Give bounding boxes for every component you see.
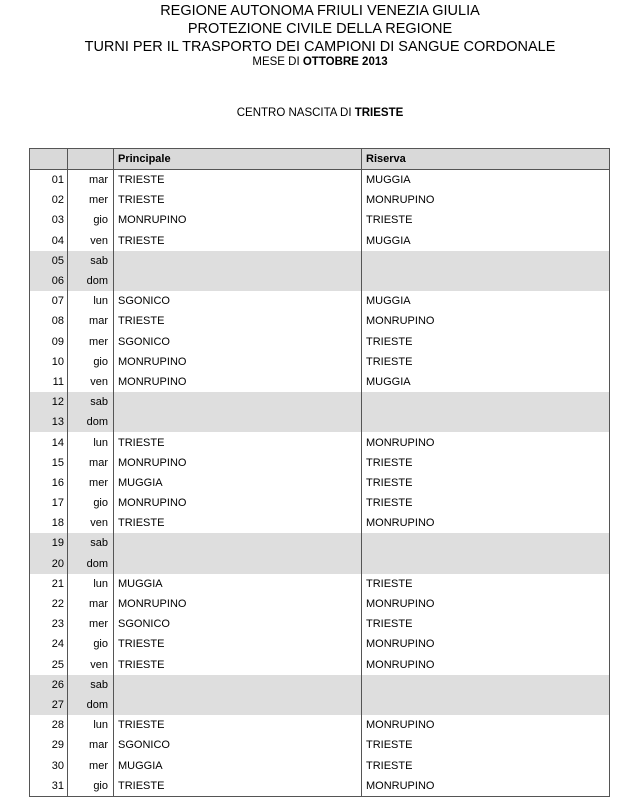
riserva-cell: TRIESTE	[362, 210, 610, 230]
table-row	[30, 735, 610, 755]
principale-cell	[114, 554, 362, 574]
month-prefix: MESE DI	[252, 56, 303, 68]
riserva-cell: MONRUPINO	[362, 311, 610, 331]
table-row	[30, 695, 610, 715]
header-weekday	[68, 149, 114, 170]
riserva-cell: TRIESTE	[362, 574, 610, 594]
weekday-cell: lun	[68, 291, 114, 311]
weekday-cell: lun	[68, 715, 114, 735]
weekday-cell: ven	[68, 655, 114, 675]
principale-cell: TRIESTE	[114, 634, 362, 654]
principale-cell	[114, 271, 362, 291]
day-number-cell: 30	[30, 755, 68, 775]
day-number-cell: 23	[30, 614, 68, 634]
month-value: OTTOBRE 2013	[302, 56, 388, 68]
riserva-cell: TRIESTE	[362, 614, 610, 634]
table-row	[30, 352, 610, 372]
table-row	[30, 533, 610, 553]
weekday-cell: ven	[68, 231, 114, 251]
riserva-cell: TRIESTE	[362, 332, 610, 352]
day-number-cell: 11	[30, 372, 68, 392]
turni-table	[29, 148, 610, 797]
table-row	[30, 554, 610, 574]
table-row	[30, 291, 610, 311]
principale-cell	[114, 675, 362, 695]
riserva-cell: MONRUPINO	[362, 776, 610, 797]
riserva-cell	[362, 392, 610, 412]
day-number-cell: 17	[30, 493, 68, 513]
table-row	[30, 634, 610, 654]
table-header-row	[30, 149, 610, 170]
riserva-cell: MONRUPINO	[362, 634, 610, 654]
header-title: TURNI PER IL TRASPORTO DEI CAMPIONI DI SANGUE CORDONALE	[84, 39, 556, 55]
day-number-cell: 19	[30, 533, 68, 553]
turni-table-body	[30, 170, 610, 797]
riserva-cell: MUGGIA	[362, 170, 610, 191]
weekday-cell: gio	[68, 493, 114, 513]
day-number-cell: 27	[30, 695, 68, 715]
principale-cell: MUGGIA	[114, 574, 362, 594]
day-number-cell: 21	[30, 574, 68, 594]
principale-cell: MONRUPINO	[114, 372, 362, 392]
day-number-cell: 16	[30, 473, 68, 493]
table-row	[30, 513, 610, 533]
weekday-cell: dom	[68, 271, 114, 291]
principale-cell	[114, 392, 362, 412]
riserva-cell: MUGGIA	[362, 372, 610, 392]
riserva-cell: MONRUPINO	[362, 715, 610, 735]
weekday-cell: sab	[68, 251, 114, 271]
day-number-cell: 13	[30, 412, 68, 432]
weekday-cell: dom	[68, 412, 114, 432]
table-row	[30, 372, 610, 392]
header-month	[0, 57, 640, 69]
principale-cell: TRIESTE	[114, 432, 362, 452]
day-number-cell: 15	[30, 453, 68, 473]
day-number-cell: 20	[30, 554, 68, 574]
principale-cell: TRIESTE	[114, 231, 362, 251]
table-row	[30, 412, 610, 432]
riserva-cell: MONRUPINO	[362, 594, 610, 614]
table-row	[30, 776, 610, 797]
weekday-cell: sab	[68, 392, 114, 412]
principale-cell: TRIESTE	[114, 776, 362, 797]
weekday-cell: mar	[68, 594, 114, 614]
weekday-cell: ven	[68, 372, 114, 392]
table-row	[30, 675, 610, 695]
weekday-cell: sab	[68, 533, 114, 553]
weekday-cell: lun	[68, 574, 114, 594]
table-row	[30, 715, 610, 735]
riserva-cell: TRIESTE	[362, 453, 610, 473]
weekday-cell: mar	[68, 453, 114, 473]
riserva-cell: MONRUPINO	[362, 513, 610, 533]
weekday-cell: dom	[68, 554, 114, 574]
principale-cell: MUGGIA	[114, 755, 362, 775]
weekday-cell: mer	[68, 614, 114, 634]
riserva-cell	[362, 533, 610, 553]
header-day-number	[30, 149, 68, 170]
day-number-cell: 02	[30, 190, 68, 210]
principale-cell: SGONICO	[114, 735, 362, 755]
table-row	[30, 493, 610, 513]
table-row	[30, 170, 610, 191]
day-number-cell: 04	[30, 231, 68, 251]
table-row	[30, 655, 610, 675]
table-row	[30, 332, 610, 352]
table-row	[30, 251, 610, 271]
principale-cell	[114, 533, 362, 553]
day-number-cell: 29	[30, 735, 68, 755]
riserva-cell: TRIESTE	[362, 473, 610, 493]
day-number-cell: 07	[30, 291, 68, 311]
principale-cell: TRIESTE	[114, 190, 362, 210]
weekday-cell: mar	[68, 311, 114, 331]
principale-cell: TRIESTE	[114, 513, 362, 533]
weekday-cell: lun	[68, 432, 114, 452]
weekday-cell: gio	[68, 210, 114, 230]
header-principale: Principale	[114, 149, 362, 170]
riserva-cell	[362, 251, 610, 271]
riserva-cell	[362, 271, 610, 291]
table-row	[30, 231, 610, 251]
day-number-cell: 01	[30, 170, 68, 191]
day-number-cell: 25	[30, 655, 68, 675]
principale-cell	[114, 412, 362, 432]
table-row	[30, 453, 610, 473]
principale-cell: SGONICO	[114, 614, 362, 634]
weekday-cell: gio	[68, 352, 114, 372]
principale-cell: MONRUPINO	[114, 493, 362, 513]
table-row	[30, 210, 610, 230]
weekday-cell: gio	[68, 634, 114, 654]
riserva-cell: TRIESTE	[362, 735, 610, 755]
table-row	[30, 574, 610, 594]
day-number-cell: 22	[30, 594, 68, 614]
weekday-cell: mer	[68, 473, 114, 493]
riserva-cell	[362, 412, 610, 432]
principale-cell	[114, 695, 362, 715]
header-department: PROTEZIONE CIVILE DELLA REGIONE	[187, 21, 453, 37]
weekday-cell: mar	[68, 735, 114, 755]
centro-nascita	[0, 108, 640, 120]
weekday-cell: sab	[68, 675, 114, 695]
day-number-cell: 09	[30, 332, 68, 352]
day-number-cell: 12	[30, 392, 68, 412]
day-number-cell: 24	[30, 634, 68, 654]
header-region: REGIONE AUTONOMA FRIULI VENEZIA GIULIA	[160, 3, 480, 19]
table-row	[30, 755, 610, 775]
riserva-cell	[362, 695, 610, 715]
weekday-cell: mer	[68, 332, 114, 352]
riserva-cell: TRIESTE	[362, 352, 610, 372]
weekday-cell: dom	[68, 695, 114, 715]
day-number-cell: 28	[30, 715, 68, 735]
day-number-cell: 08	[30, 311, 68, 331]
table-row	[30, 473, 610, 493]
day-number-cell: 18	[30, 513, 68, 533]
table-row	[30, 594, 610, 614]
centro-city: TRIESTE	[354, 107, 404, 119]
weekday-cell: gio	[68, 776, 114, 797]
table-row	[30, 614, 610, 634]
centro-prefix: CENTRO NASCITA DI	[236, 107, 355, 119]
day-number-cell: 05	[30, 251, 68, 271]
principale-cell: MONRUPINO	[114, 352, 362, 372]
day-number-cell: 14	[30, 432, 68, 452]
day-number-cell: 10	[30, 352, 68, 372]
header-riserva: Riserva	[362, 149, 610, 170]
principale-cell: TRIESTE	[114, 311, 362, 331]
weekday-cell: mer	[68, 190, 114, 210]
principale-cell: SGONICO	[114, 332, 362, 352]
principale-cell: SGONICO	[114, 291, 362, 311]
day-number-cell: 26	[30, 675, 68, 695]
weekday-cell: ven	[68, 513, 114, 533]
table-row	[30, 392, 610, 412]
riserva-cell: MUGGIA	[362, 291, 610, 311]
principale-cell: TRIESTE	[114, 170, 362, 191]
table-row	[30, 190, 610, 210]
riserva-cell	[362, 675, 610, 695]
day-number-cell: 31	[30, 776, 68, 797]
principale-cell: TRIESTE	[114, 655, 362, 675]
table-row	[30, 432, 610, 452]
riserva-cell: MONRUPINO	[362, 655, 610, 675]
riserva-cell: MONRUPINO	[362, 190, 610, 210]
principale-cell: MUGGIA	[114, 473, 362, 493]
principale-cell: MONRUPINO	[114, 210, 362, 230]
day-number-cell: 03	[30, 210, 68, 230]
table-row	[30, 271, 610, 291]
principale-cell: MONRUPINO	[114, 453, 362, 473]
principale-cell	[114, 251, 362, 271]
riserva-cell: TRIESTE	[362, 493, 610, 513]
riserva-cell: MUGGIA	[362, 231, 610, 251]
table-row	[30, 311, 610, 331]
weekday-cell: mer	[68, 755, 114, 775]
principale-cell: MONRUPINO	[114, 594, 362, 614]
weekday-cell: mar	[68, 170, 114, 191]
day-number-cell: 06	[30, 271, 68, 291]
riserva-cell: MONRUPINO	[362, 432, 610, 452]
riserva-cell: TRIESTE	[362, 755, 610, 775]
riserva-cell	[362, 554, 610, 574]
principale-cell: TRIESTE	[114, 715, 362, 735]
